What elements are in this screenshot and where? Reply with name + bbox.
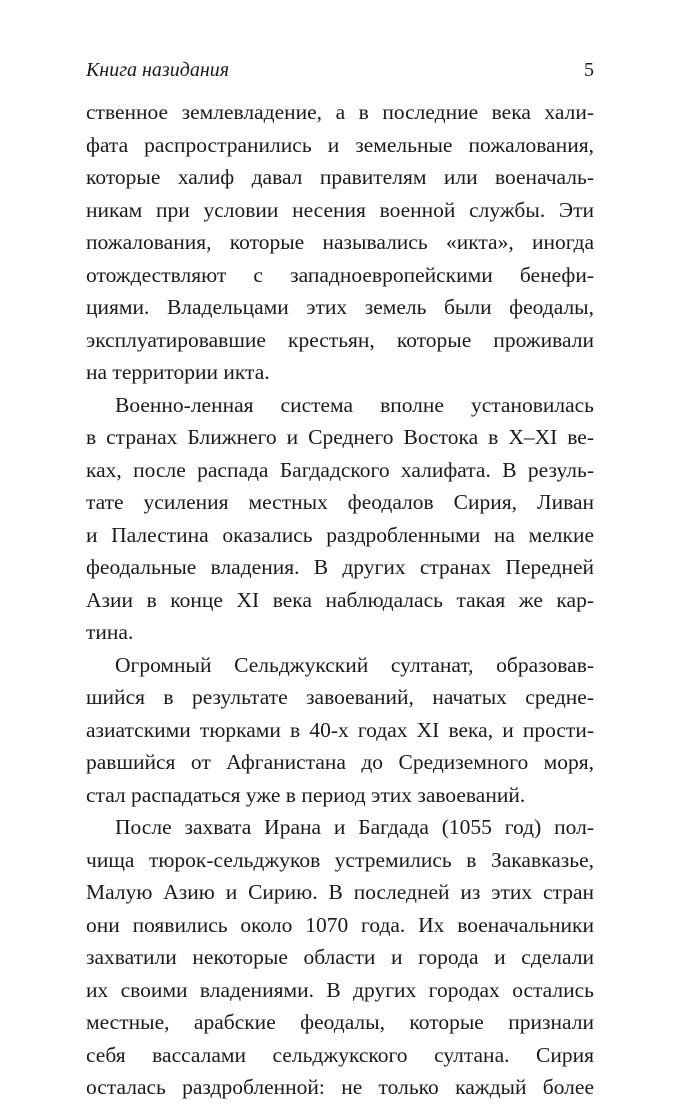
text-line: местные, арабские феодалы, которые признали (86, 1010, 594, 1034)
text-line: эксплуатировавшие крестьян, которые проживали (86, 327, 594, 352)
text-line: осталась раздробленной: не только каждый более (86, 1075, 594, 1099)
text-line: тате усиления местных феодалов Сирия, Ливан (86, 490, 594, 514)
text-line: пожалования, которые назывались «икта», иногда (86, 230, 594, 254)
text-line: и Палестина оказались раздробленными на мелкие (86, 522, 594, 547)
text-line: стал распадаться уже в период этих завоеваний. (86, 782, 526, 807)
text-line: Малую Азию и Сирию. В последней из этих стран (86, 880, 594, 904)
paragraph-start: Огромный Сельджукский султанат, образовав- (115, 652, 594, 677)
paragraph-start: После захвата Ирана и Багдада (1055 год) пол- (115, 815, 594, 839)
text-line: они появились около 1070 года. Их военачальники (86, 912, 594, 937)
text-line: Азии в конце XI века наблюдалась такая же кар- (86, 587, 594, 612)
text-line: фата распространились и земельные пожалования, (86, 132, 594, 157)
text-line: циями. Владельцами этих земель были феодалы, (86, 295, 594, 319)
text-line: отождествляют с западноевропейскими бенефи- (86, 262, 594, 287)
text-line: чища тюрок-сельджуков устремились в Закавказье, (86, 847, 594, 872)
text-line: равшийся от Афганистана до Средиземного моря, (86, 750, 594, 774)
text-line: ках, после распада Багдадского халифата. В резуль- (86, 457, 594, 482)
text-line: которые халиф давал правителям или военачаль- (86, 165, 594, 189)
text-line: никам при условии несения военной службы. Эти (86, 197, 594, 222)
text-line: в странах Ближнего и Среднего Востока в X–XI ве- (86, 425, 594, 449)
text-line: тина. (86, 620, 134, 644)
running-title: Книга назидания (86, 59, 230, 81)
text-line: на территории икта. (86, 360, 270, 384)
text-line: захватили некоторые области и города и сделали (86, 945, 594, 969)
text-line: феодальные владения. В других странах Передней (86, 555, 594, 579)
body-text (86, 96, 594, 1104)
text-line: себя вассалами сельджукского султана. Сирия (86, 1042, 594, 1067)
running-header (86, 56, 594, 84)
text-line: их своими владениями. В других городах остались (86, 977, 594, 1002)
text-line: шийся в результате завоеваний, начатых средне- (86, 685, 594, 709)
page-number: 5 (584, 59, 594, 81)
text-line: ственное землевладение, а в последние века хали- (86, 100, 594, 124)
text-line: азиатскими тюрками в 40-х годах XI века, и прости- (86, 717, 594, 742)
paragraph-start: Военно-ленная система вполне установилась (115, 392, 594, 417)
